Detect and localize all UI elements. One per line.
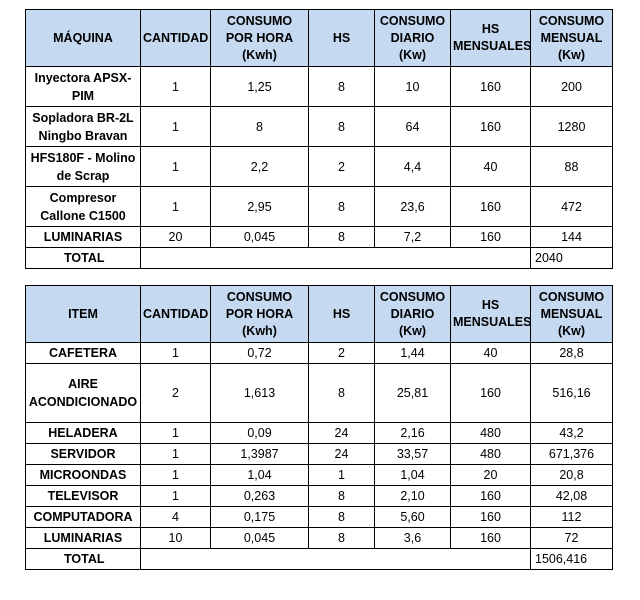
- header-cell: HS: [309, 10, 375, 67]
- table-cell: 8: [309, 67, 375, 107]
- machines-consumption-table: [25, 9, 613, 269]
- table-cell: 20,8: [531, 465, 613, 486]
- table-cell: 1,25: [211, 67, 309, 107]
- table-cell: 8: [211, 107, 309, 147]
- table-cell: 160: [451, 107, 531, 147]
- table-row: [26, 486, 613, 507]
- table-cell: 1,04: [375, 465, 451, 486]
- table-cell: 88: [531, 147, 613, 187]
- table-cell: 160: [451, 528, 531, 549]
- table-cell: 480: [451, 444, 531, 465]
- header-cell: HS MENSUALES: [451, 286, 531, 343]
- table-cell: 2,2: [211, 147, 309, 187]
- table-cell: 0,72: [211, 343, 309, 364]
- header-cell: CONSUMO POR HORA (Kwh): [211, 286, 309, 343]
- header-cell: CANTIDAD: [141, 10, 211, 67]
- table-cell: 8: [309, 227, 375, 248]
- table-cell: 42,08: [531, 486, 613, 507]
- header-cell: CONSUMO POR HORA (Kwh): [211, 10, 309, 67]
- total-label: TOTAL: [26, 248, 141, 269]
- table-cell: 20: [141, 227, 211, 248]
- table-cell: 8: [309, 486, 375, 507]
- table-cell: 160: [451, 364, 531, 423]
- table-row: [26, 444, 613, 465]
- table-cell: 2,16: [375, 423, 451, 444]
- table-cell: 28,8: [531, 343, 613, 364]
- table-cell: TELEVISOR: [26, 486, 141, 507]
- table-cell: 0,09: [211, 423, 309, 444]
- table-row: [26, 147, 613, 187]
- table-cell: AIRE ACONDICIONADO: [26, 364, 141, 423]
- table-cell: 4: [141, 507, 211, 528]
- total-spacer: [141, 248, 531, 269]
- table-row: [26, 364, 613, 423]
- table-cell: 2,10: [375, 486, 451, 507]
- total-value: 2040: [531, 248, 613, 269]
- table-cell: 3,6: [375, 528, 451, 549]
- table-cell: 72: [531, 528, 613, 549]
- total-value: 1506,416: [531, 549, 613, 570]
- table-header-row: [26, 10, 613, 67]
- table-cell: 8: [309, 507, 375, 528]
- table-cell: 1280: [531, 107, 613, 147]
- table-cell: 472: [531, 187, 613, 227]
- table-cell: LUMINARIAS: [26, 227, 141, 248]
- table-cell: Inyectora APSX-PIM: [26, 67, 141, 107]
- table-cell: 20: [451, 465, 531, 486]
- table-cell: 1: [309, 465, 375, 486]
- table-cell: 2: [309, 343, 375, 364]
- table-cell: 7,2: [375, 227, 451, 248]
- table-cell: 10: [375, 67, 451, 107]
- table-cell: 2,95: [211, 187, 309, 227]
- table-cell: LUMINARIAS: [26, 528, 141, 549]
- table-cell: 43,2: [531, 423, 613, 444]
- table-cell: 2: [141, 364, 211, 423]
- table-cell: 1: [141, 147, 211, 187]
- table-cell: HELADERA: [26, 423, 141, 444]
- table-cell: HFS180F - Molino de Scrap: [26, 147, 141, 187]
- header-cell: CONSUMO MENSUAL (Kw): [531, 10, 613, 67]
- table-cell: 1,04: [211, 465, 309, 486]
- table-cell: 160: [451, 67, 531, 107]
- table-cell: 8: [309, 107, 375, 147]
- header-cell: ITEM: [26, 286, 141, 343]
- table-cell: 112: [531, 507, 613, 528]
- table-cell: 1,44: [375, 343, 451, 364]
- table-row: [26, 67, 613, 107]
- table-cell: 8: [309, 187, 375, 227]
- total-label: TOTAL: [26, 549, 141, 570]
- table-cell: 0,045: [211, 227, 309, 248]
- table-cell: 0,045: [211, 528, 309, 549]
- table-cell: 1,613: [211, 364, 309, 423]
- total-row: [26, 549, 613, 570]
- table-cell: 10: [141, 528, 211, 549]
- table-row: [26, 107, 613, 147]
- table-cell: 1: [141, 343, 211, 364]
- header-cell: HS MENSUALES: [451, 10, 531, 67]
- header-cell: HS: [309, 286, 375, 343]
- table-cell: 1,3987: [211, 444, 309, 465]
- table-cell: Compresor Callone C1500: [26, 187, 141, 227]
- table-row: [26, 187, 613, 227]
- table-cell: 40: [451, 147, 531, 187]
- table-cell: 25,81: [375, 364, 451, 423]
- table-cell: 24: [309, 444, 375, 465]
- table-row: [26, 423, 613, 444]
- table-row: [26, 227, 613, 248]
- table-cell: 40: [451, 343, 531, 364]
- table-cell: 5,60: [375, 507, 451, 528]
- table-cell: 4,4: [375, 147, 451, 187]
- table-cell: 64: [375, 107, 451, 147]
- table-cell: 516,16: [531, 364, 613, 423]
- table-cell: 1: [141, 465, 211, 486]
- header-cell: CONSUMO MENSUAL (Kw): [531, 286, 613, 343]
- total-row: [26, 248, 613, 269]
- table-cell: 1: [141, 107, 211, 147]
- table-cell: 160: [451, 507, 531, 528]
- table-cell: 480: [451, 423, 531, 444]
- table-cell: 200: [531, 67, 613, 107]
- table-cell: 2: [309, 147, 375, 187]
- table-row: [26, 507, 613, 528]
- table-header-row: [26, 286, 613, 343]
- header-cell: CONSUMO DIARIO (Kw): [375, 286, 451, 343]
- table-cell: 160: [451, 227, 531, 248]
- table-cell: 23,6: [375, 187, 451, 227]
- table-cell: 160: [451, 187, 531, 227]
- table-cell: 8: [309, 528, 375, 549]
- table-cell: 160: [451, 486, 531, 507]
- table-cell: MICROONDAS: [26, 465, 141, 486]
- table-cell: 671,376: [531, 444, 613, 465]
- table-cell: 1: [141, 486, 211, 507]
- total-spacer: [141, 549, 531, 570]
- table-row: [26, 528, 613, 549]
- items-consumption-table: [25, 285, 613, 570]
- table-cell: 24: [309, 423, 375, 444]
- table-cell: 0,263: [211, 486, 309, 507]
- table-cell: 1: [141, 67, 211, 107]
- table-cell: CAFETERA: [26, 343, 141, 364]
- table-cell: 1: [141, 423, 211, 444]
- table-cell: 1: [141, 444, 211, 465]
- table-row: [26, 465, 613, 486]
- header-cell: MÁQUINA: [26, 10, 141, 67]
- table-cell: 33,57: [375, 444, 451, 465]
- table-cell: 1: [141, 187, 211, 227]
- table-cell: COMPUTADORA: [26, 507, 141, 528]
- table-cell: 0,175: [211, 507, 309, 528]
- table-cell: SERVIDOR: [26, 444, 141, 465]
- table-cell: 8: [309, 364, 375, 423]
- table-cell: Sopladora BR-2L Ningbo Bravan: [26, 107, 141, 147]
- header-cell: CANTIDAD: [141, 286, 211, 343]
- table-row: [26, 343, 613, 364]
- table-cell: 144: [531, 227, 613, 248]
- header-cell: CONSUMO DIARIO (Kw): [375, 10, 451, 67]
